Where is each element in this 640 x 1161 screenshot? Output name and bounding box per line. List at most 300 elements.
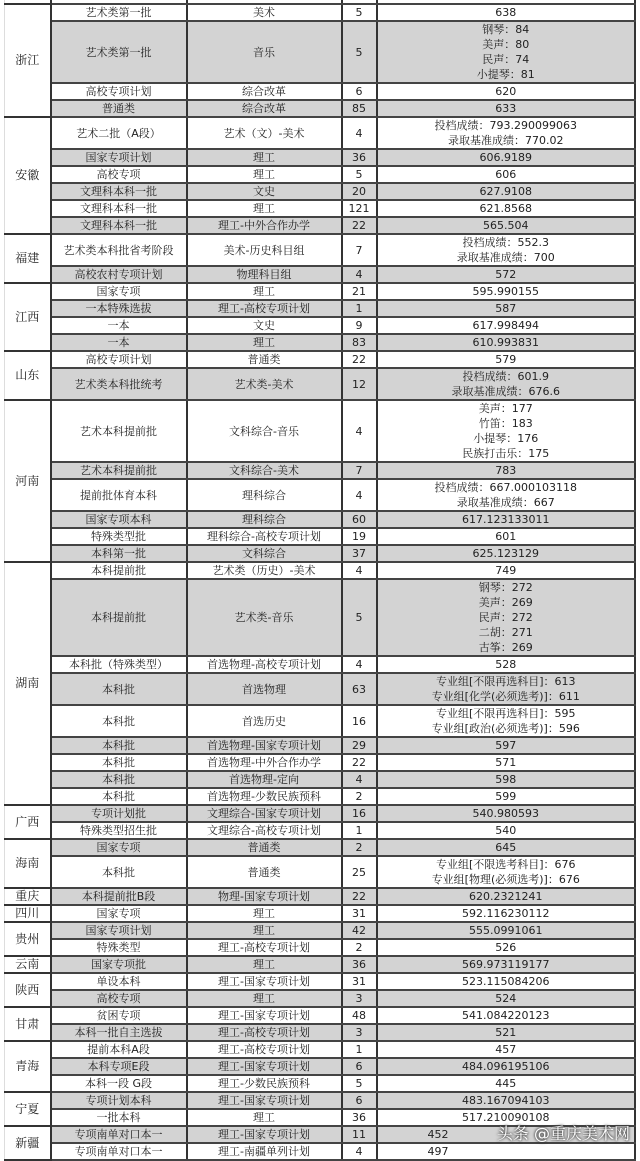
score-cell xyxy=(377,183,636,200)
batch-cell: 高校专项计划 xyxy=(51,351,187,368)
score-line: 452 xyxy=(427,1128,449,1141)
count-cell: 4 xyxy=(342,562,377,579)
province-cell: 湖南 xyxy=(5,562,51,805)
table-row xyxy=(5,673,636,705)
subject-cell: 艺术（文）-美术 xyxy=(187,117,342,149)
score-line: 录取基准成绩：667 xyxy=(456,496,555,509)
count-cell: 4 xyxy=(342,266,377,283)
score-cell xyxy=(377,217,636,234)
score-line: 597 xyxy=(495,739,517,752)
score-line: 投档成绩：601.9 xyxy=(462,370,549,383)
score-line: 古筝：269 xyxy=(478,641,533,654)
table-row xyxy=(5,788,636,805)
batch-cell: 本科批 xyxy=(51,705,187,737)
score-cell xyxy=(377,956,636,973)
batch-cell: 特殊类型 xyxy=(51,939,187,956)
score-cell xyxy=(377,822,636,839)
subject-cell: 综合改革 xyxy=(187,100,342,117)
table-row xyxy=(5,166,636,183)
score-line: 小提琴：81 xyxy=(476,68,535,81)
count-cell: 2 xyxy=(342,839,377,856)
province-cell: 广西 xyxy=(5,805,51,839)
score-line: 595.990155 xyxy=(472,285,539,298)
score-line: 517.210090108 xyxy=(462,1111,550,1124)
score-line: 521 xyxy=(495,1026,517,1039)
count-cell: 3 xyxy=(342,990,377,1007)
count-cell: 48 xyxy=(342,1007,377,1024)
score-cell xyxy=(377,939,636,956)
table-row xyxy=(5,200,636,217)
table-row xyxy=(5,822,636,839)
subject-cell: 物理科目组 xyxy=(187,266,342,283)
count-cell: 85 xyxy=(342,100,377,117)
score-cell xyxy=(377,368,636,400)
subject-cell: 首选物理-中外合作办学 xyxy=(187,754,342,771)
score-cell xyxy=(377,905,636,922)
subject-cell: 理工-国家专项计划 xyxy=(187,1092,342,1109)
subject-cell: 物理-国家专项计划 xyxy=(187,888,342,905)
subject-cell: 首选物理 xyxy=(187,673,342,705)
score-line: 小提琴：176 xyxy=(473,432,539,445)
subject-cell: 理工 xyxy=(187,990,342,1007)
subject-cell: 理工-国家专项计划 xyxy=(187,973,342,990)
table-row xyxy=(5,1075,636,1092)
province-cell: 云南 xyxy=(5,956,51,973)
score-line: 录取基准成绩：770.02 xyxy=(448,134,564,147)
score-cell xyxy=(377,100,636,117)
table-row xyxy=(5,562,636,579)
score-cell xyxy=(377,839,636,856)
count-cell: 37 xyxy=(342,545,377,562)
subject-cell: 理工-高校专项计划 xyxy=(187,300,342,317)
batch-cell: 专项计划本科 xyxy=(51,1092,187,1109)
subject-cell: 文理综合-高校专项计划 xyxy=(187,822,342,839)
score-cell xyxy=(377,1041,636,1058)
count-cell: 1 xyxy=(342,300,377,317)
score-line: 625.123129 xyxy=(472,547,539,560)
province-cell: 海南 xyxy=(5,839,51,888)
score-cell xyxy=(377,1075,636,1092)
table-row xyxy=(5,1041,636,1058)
score-cell xyxy=(377,705,636,737)
subject-cell: 理工-高校专项计划 xyxy=(187,939,342,956)
score-line: 美声：269 xyxy=(478,596,533,609)
subject-cell: 首选物理-定向 xyxy=(187,771,342,788)
score-cell xyxy=(377,528,636,545)
count-cell: 4 xyxy=(342,656,377,673)
table-row xyxy=(5,334,636,351)
batch-cell: 艺术类第一批 xyxy=(51,21,187,83)
subject-cell: 理工-国家专项计划 xyxy=(187,1126,342,1143)
batch-cell: 本科批 xyxy=(51,771,187,788)
count-cell: 2 xyxy=(342,939,377,956)
province-cell: 新疆 xyxy=(5,1126,51,1160)
subject-cell: 美术 xyxy=(187,4,342,21)
batch-cell: 本科专项E段 xyxy=(51,1058,187,1075)
table-row xyxy=(5,905,636,922)
score-line: 专业组[政治(必须选考)]：596 xyxy=(431,722,580,735)
subject-cell: 理科综合 xyxy=(187,511,342,528)
table-row xyxy=(5,1024,636,1041)
subject-cell: 首选物理-国家专项计划 xyxy=(187,737,342,754)
score-cell xyxy=(377,462,636,479)
batch-cell: 国家专项 xyxy=(51,839,187,856)
batch-cell: 国家专项批 xyxy=(51,956,187,973)
count-cell: 1 xyxy=(342,822,377,839)
count-cell: 20 xyxy=(342,183,377,200)
table-row xyxy=(5,1058,636,1075)
subject-cell: 艺术类-美术 xyxy=(187,368,342,400)
count-cell: 5 xyxy=(342,166,377,183)
batch-cell: 单设本科 xyxy=(51,973,187,990)
batch-cell: 国家专项 xyxy=(51,283,187,300)
subject-cell: 文史 xyxy=(187,183,342,200)
subject-cell: 理工-南疆单列计划 xyxy=(187,1143,342,1160)
subject-cell: 理工-中外合作办学 xyxy=(187,217,342,234)
subject-cell: 理工 xyxy=(187,283,342,300)
score-line: 571 xyxy=(495,756,517,769)
score-cell xyxy=(377,200,636,217)
score-line: 钢琴：272 xyxy=(478,581,533,594)
score-line: 540 xyxy=(495,824,517,837)
subject-cell: 首选物理-少数民族预科 xyxy=(187,788,342,805)
score-cell xyxy=(377,317,636,334)
score-line: 录取基准成绩：700 xyxy=(456,251,555,264)
table-row xyxy=(5,805,636,822)
batch-cell: 本科提前批 xyxy=(51,562,187,579)
score-line: 620.2321241 xyxy=(469,890,543,903)
subject-cell: 普通类 xyxy=(187,856,342,888)
score-line: 617.123133011 xyxy=(462,513,550,526)
score-line: 445 xyxy=(495,1077,517,1090)
score-line: 783 xyxy=(495,464,517,477)
count-cell: 16 xyxy=(342,705,377,737)
score-line: 540.980593 xyxy=(472,807,539,820)
score-cell xyxy=(377,990,636,1007)
score-line: 526 xyxy=(495,941,517,954)
score-cell xyxy=(377,1007,636,1024)
batch-cell: 文理科本科一批 xyxy=(51,200,187,217)
score-cell xyxy=(377,83,636,100)
score-cell xyxy=(377,1058,636,1075)
score-line: 569.973119177 xyxy=(462,958,550,971)
table-body xyxy=(5,0,636,1160)
score-cell xyxy=(377,1024,636,1041)
score-cell xyxy=(377,234,636,266)
score-line: 专业组[不限再选科目]：595 xyxy=(435,707,576,720)
batch-cell: 高校农村专项计划 xyxy=(51,266,187,283)
score-line: 专业组[不限再选科目]：613 xyxy=(435,675,576,688)
table-row xyxy=(5,528,636,545)
score-line: 民声：74 xyxy=(482,53,530,66)
subject-cell: 美术-历史科目组 xyxy=(187,234,342,266)
score-line: 投档成绩：793.290099063 xyxy=(434,119,577,132)
count-cell: 42 xyxy=(342,922,377,939)
score-cell xyxy=(377,888,636,905)
province-cell: 福建 xyxy=(5,234,51,283)
score-line: 457 xyxy=(495,1043,517,1056)
score-cell xyxy=(377,1092,636,1109)
batch-cell: 国家专项计划 xyxy=(51,149,187,166)
table-row xyxy=(5,183,636,200)
count-cell: 12 xyxy=(342,368,377,400)
count-cell: 22 xyxy=(342,754,377,771)
score-cell xyxy=(377,266,636,283)
table-row xyxy=(5,990,636,1007)
score-line: 627.9108 xyxy=(479,185,532,198)
subject-cell: 首选物理-高校专项计划 xyxy=(187,656,342,673)
score-line: 专业组[物理(必须选考)]：676 xyxy=(431,873,580,886)
count-cell: 5 xyxy=(342,4,377,21)
count-cell: 36 xyxy=(342,956,377,973)
batch-cell: 本科一批自主选拔 xyxy=(51,1024,187,1041)
count-cell: 83 xyxy=(342,334,377,351)
score-cell xyxy=(377,737,636,754)
subject-cell: 艺术类（历史）-美术 xyxy=(187,562,342,579)
batch-cell: 高校专项 xyxy=(51,990,187,1007)
score-line: 523.115084206 xyxy=(462,975,550,988)
province-cell: 浙江 xyxy=(5,4,51,117)
batch-cell: 本科批（特殊类型） xyxy=(51,656,187,673)
table-row xyxy=(5,351,636,368)
count-cell: 5 xyxy=(342,21,377,83)
table-row xyxy=(5,839,636,856)
score-cell xyxy=(377,300,636,317)
score-line: 587 xyxy=(495,302,517,315)
score-line: 528 xyxy=(495,658,517,671)
subject-cell: 文科综合-音乐 xyxy=(187,400,342,462)
score-cell xyxy=(377,754,636,771)
score-line: 620 xyxy=(495,85,517,98)
score-line: 645 xyxy=(495,841,517,854)
table-row xyxy=(5,888,636,905)
batch-cell: 艺术类本科批统考 xyxy=(51,368,187,400)
subject-cell: 首选历史 xyxy=(187,705,342,737)
score-line: 601 xyxy=(495,530,517,543)
count-cell: 4 xyxy=(342,400,377,462)
score-line: 美声：80 xyxy=(482,38,530,51)
count-cell: 36 xyxy=(342,149,377,166)
subject-cell: 理工 xyxy=(187,922,342,939)
score-line: 638 xyxy=(495,6,517,19)
count-cell: 7 xyxy=(342,234,377,266)
table-row xyxy=(5,656,636,673)
count-cell: 6 xyxy=(342,1058,377,1075)
subject-cell: 理工-高校专项计划 xyxy=(187,1024,342,1041)
score-line: 633 xyxy=(495,102,517,115)
batch-cell: 艺术本科提前批 xyxy=(51,400,187,462)
count-cell: 6 xyxy=(342,83,377,100)
score-line: 565.504 xyxy=(483,219,529,232)
score-cell xyxy=(377,973,636,990)
score-line: 598 xyxy=(495,773,517,786)
count-cell: 6 xyxy=(342,1092,377,1109)
table-row xyxy=(5,754,636,771)
subject-cell: 文史 xyxy=(187,317,342,334)
table-row xyxy=(5,771,636,788)
score-line: 541.084220123 xyxy=(462,1009,550,1022)
score-cell xyxy=(377,334,636,351)
table-row xyxy=(5,479,636,511)
table-row xyxy=(5,1092,636,1109)
count-cell: 22 xyxy=(342,888,377,905)
subject-cell: 理工-国家专项计划 xyxy=(187,1058,342,1075)
watermark: 头条 @重庆美术网 xyxy=(496,1124,630,1143)
score-line: 610.993831 xyxy=(472,336,539,349)
score-line: 524 xyxy=(495,992,517,1005)
score-cell xyxy=(377,479,636,511)
table-row xyxy=(5,705,636,737)
count-cell: 31 xyxy=(342,973,377,990)
subject-cell: 普通类 xyxy=(187,839,342,856)
province-cell: 安徽 xyxy=(5,117,51,234)
count-cell: 11 xyxy=(342,1126,377,1143)
province-cell: 四川 xyxy=(5,905,51,922)
count-cell: 4 xyxy=(342,1143,377,1160)
subject-cell: 理工 xyxy=(187,200,342,217)
score-line: 749 xyxy=(495,564,517,577)
batch-cell: 本科提前批B段 xyxy=(51,888,187,905)
score-cell xyxy=(377,656,636,673)
score-cell xyxy=(377,351,636,368)
score-cell xyxy=(377,166,636,183)
subject-cell: 文科综合-美术 xyxy=(187,462,342,479)
table-row xyxy=(5,117,636,149)
score-line: 投档成绩：667.000103118 xyxy=(434,481,577,494)
table-row xyxy=(5,300,636,317)
score-line: 竹笛：183 xyxy=(478,417,533,430)
batch-cell: 特殊类型批 xyxy=(51,528,187,545)
batch-cell: 本科批 xyxy=(51,754,187,771)
batch-cell: 艺术本科提前批 xyxy=(51,462,187,479)
count-cell: 29 xyxy=(342,737,377,754)
batch-cell: 提前本科A段 xyxy=(51,1041,187,1058)
score-line: 606 xyxy=(495,168,517,181)
table-row xyxy=(5,283,636,300)
table-row xyxy=(5,217,636,234)
table-row xyxy=(5,579,636,656)
batch-cell: 本科第一批 xyxy=(51,545,187,562)
subject-cell: 理工 xyxy=(187,334,342,351)
score-cell xyxy=(377,545,636,562)
count-cell: 121 xyxy=(342,200,377,217)
batch-cell: 专项南单对口本一 xyxy=(51,1143,187,1160)
batch-cell: 提前批体育本科 xyxy=(51,479,187,511)
count-cell: 4 xyxy=(342,771,377,788)
batch-cell: 国家专项本科 xyxy=(51,511,187,528)
table-row xyxy=(5,149,636,166)
score-line: 专业组[化学(必须选考)]：611 xyxy=(431,690,580,703)
batch-cell: 国家专项计划 xyxy=(51,922,187,939)
subject-cell: 理科综合-高校专项计划 xyxy=(187,528,342,545)
score-line: 民族打击乐：175 xyxy=(462,447,550,460)
batch-cell: 艺术二批（A段） xyxy=(51,117,187,149)
table-row xyxy=(5,939,636,956)
score-line: 592.116230112 xyxy=(462,907,550,920)
count-cell: 22 xyxy=(342,351,377,368)
batch-cell: 本科批 xyxy=(51,856,187,888)
subject-cell: 理工 xyxy=(187,905,342,922)
batch-cell: 贫困专项 xyxy=(51,1007,187,1024)
count-cell: 31 xyxy=(342,905,377,922)
count-cell: 21 xyxy=(342,283,377,300)
count-cell: 25 xyxy=(342,856,377,888)
score-line: 美声：177 xyxy=(478,402,533,415)
count-cell: 9 xyxy=(342,317,377,334)
count-cell: 36 xyxy=(342,1109,377,1126)
province-cell: 河南 xyxy=(5,400,51,562)
subject-cell: 理工 xyxy=(187,956,342,973)
table-row xyxy=(5,973,636,990)
subject-cell: 音乐 xyxy=(187,21,342,83)
subject-cell: 理工-少数民族预科 xyxy=(187,1075,342,1092)
score-cell xyxy=(377,283,636,300)
batch-cell: 本科一段 G段 xyxy=(51,1075,187,1092)
score-line: 484.096195106 xyxy=(462,1060,550,1073)
count-cell: 16 xyxy=(342,805,377,822)
subject-cell: 综合改革 xyxy=(187,83,342,100)
score-cell xyxy=(377,4,636,21)
table-row xyxy=(5,400,636,462)
batch-cell: 一本特殊选拔 xyxy=(51,300,187,317)
subject-cell: 理工 xyxy=(187,166,342,183)
table-row xyxy=(5,956,636,973)
score-cell xyxy=(377,673,636,705)
batch-cell: 文理科本科一批 xyxy=(51,217,187,234)
batch-cell: 一批本科 xyxy=(51,1109,187,1126)
table-row xyxy=(5,545,636,562)
table-row xyxy=(5,83,636,100)
province-cell: 重庆 xyxy=(5,888,51,905)
subject-cell: 艺术类-音乐 xyxy=(187,579,342,656)
province-cell: 山东 xyxy=(5,351,51,400)
table-row xyxy=(5,922,636,939)
score-line: 617.998494 xyxy=(472,319,539,332)
batch-cell: 一本 xyxy=(51,317,187,334)
score-cell xyxy=(377,579,636,656)
table-row xyxy=(5,317,636,334)
score-line: 555.0991061 xyxy=(469,924,543,937)
score-line: 专业组[不限选考科目]：676 xyxy=(435,858,576,871)
subject-cell: 理工-国家专项计划 xyxy=(187,1007,342,1024)
score-cell xyxy=(377,511,636,528)
count-cell: 7 xyxy=(342,462,377,479)
count-cell: 60 xyxy=(342,511,377,528)
score-line: 497 xyxy=(427,1145,449,1158)
batch-cell: 本科提前批 xyxy=(51,579,187,656)
score-cell xyxy=(377,856,636,888)
score-line: 录取基准成绩：676.6 xyxy=(451,385,560,398)
batch-cell: 高校专项计划 xyxy=(51,83,187,100)
subject-cell: 文科综合 xyxy=(187,545,342,562)
admission-scores-table xyxy=(4,0,636,1161)
batch-cell: 特殊类型招生批 xyxy=(51,822,187,839)
batch-cell: 文理科本科一批 xyxy=(51,183,187,200)
count-cell: 1 xyxy=(342,1041,377,1058)
score-line: 621.8568 xyxy=(479,202,532,215)
score-line: 606.9189 xyxy=(479,151,532,164)
batch-cell: 专项计划批 xyxy=(51,805,187,822)
batch-cell: 国家专项 xyxy=(51,905,187,922)
subject-cell: 文理综合-国家专项计划 xyxy=(187,805,342,822)
score-line: 483.167094103 xyxy=(462,1094,550,1107)
count-cell: 2 xyxy=(342,788,377,805)
table-row xyxy=(5,462,636,479)
table-row xyxy=(5,856,636,888)
score-line: 民声：272 xyxy=(478,611,533,624)
province-cell: 宁夏 xyxy=(5,1092,51,1126)
score-line: 投档成绩：552.3 xyxy=(462,236,549,249)
